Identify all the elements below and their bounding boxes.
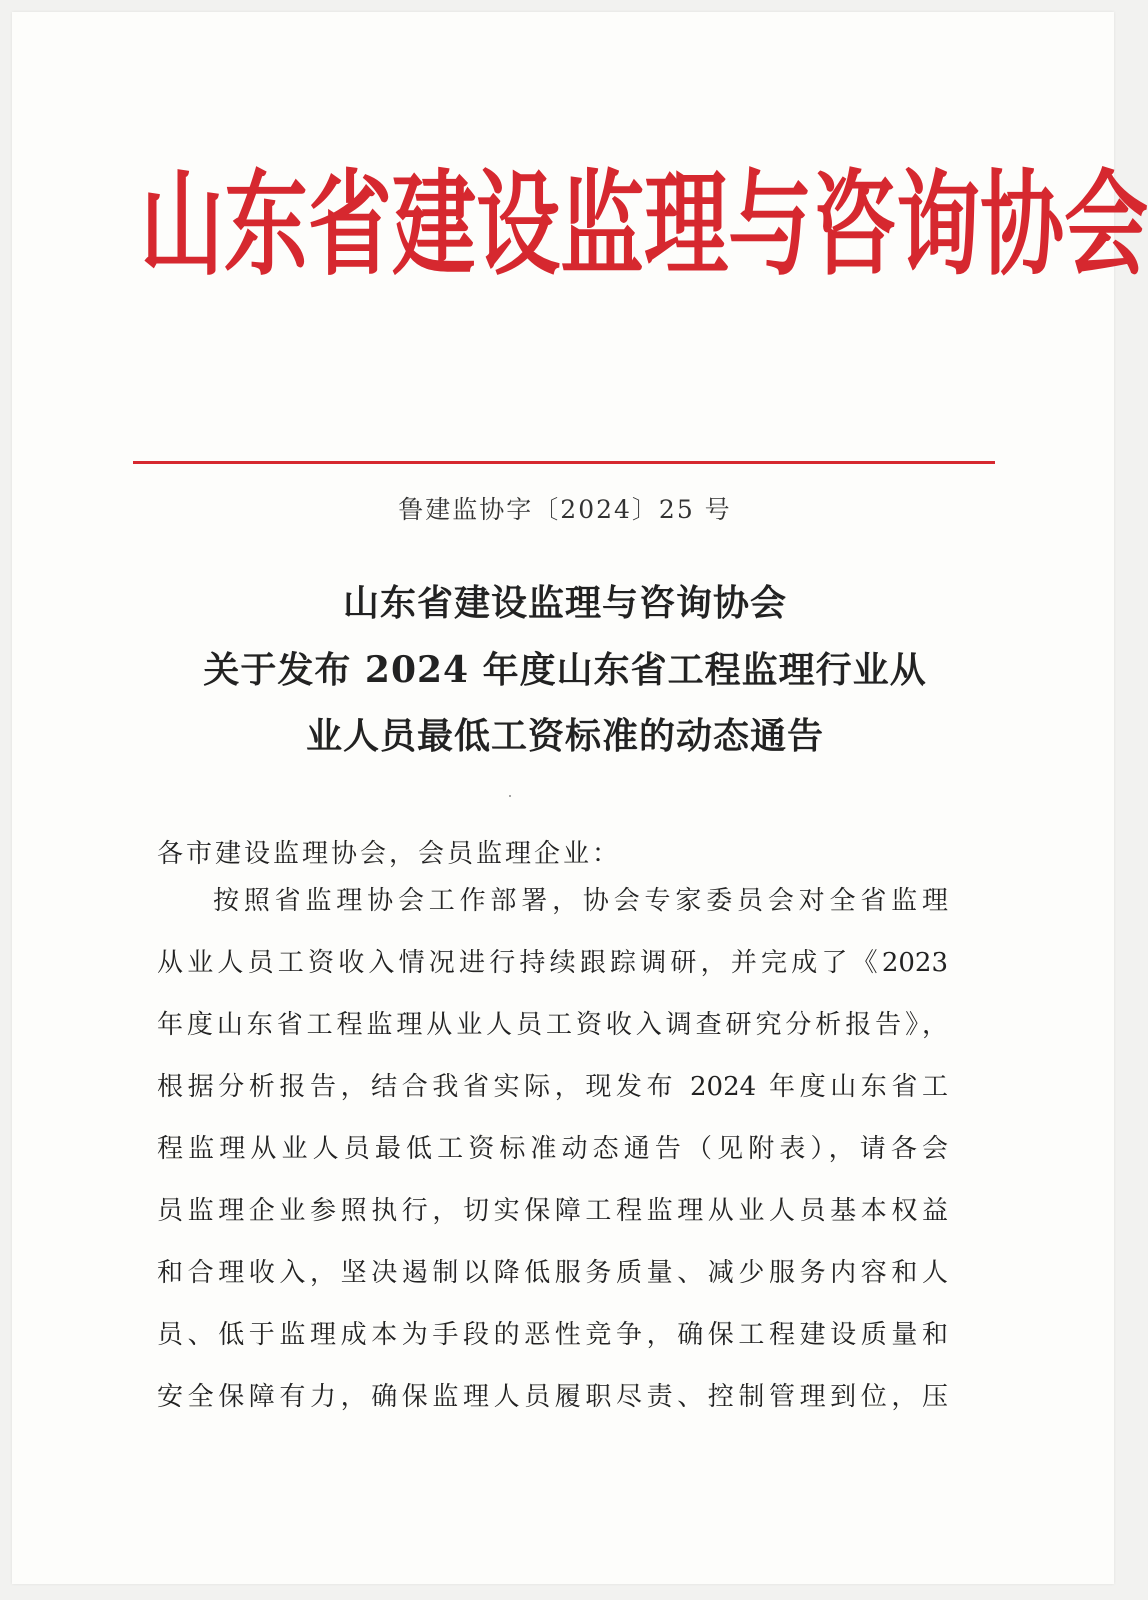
salutation: 各市建设监理协会，会员监理企业： bbox=[157, 839, 622, 869]
masthead-char: 会 bbox=[1064, 158, 1148, 292]
body-line: 按照省监理协会工作部署，协会专家委员会对全省监理 bbox=[213, 886, 948, 916]
body-line: 年度山东省工程监理从业人员工资收入调查研究分析报告》， bbox=[157, 1010, 948, 1040]
org-masthead bbox=[140, 155, 1148, 295]
masthead-char: 设 bbox=[476, 158, 561, 292]
body-line: 根据分析报告，结合我省实际，现发布 2024 年度山东省工 bbox=[157, 1072, 948, 1102]
masthead-char: 与 bbox=[728, 158, 813, 292]
title-line-2: 关于发布 2024 年度山东省工程监理行业从 bbox=[203, 649, 927, 691]
masthead-char: 监 bbox=[560, 158, 645, 292]
body-line: 从业人员工资收入情况进行持续跟踪调研，并完成了《2023 bbox=[157, 948, 948, 978]
title-line-1: 山东省建设监理与咨询协会 bbox=[342, 582, 787, 624]
masthead-char: 建 bbox=[392, 158, 477, 292]
body-line: 员、低于监理成本为手段的恶性竞争，确保工程建设质量和 bbox=[157, 1320, 948, 1350]
body-line: 员监理企业参照执行，切实保障工程监理从业人员基本权益 bbox=[157, 1196, 948, 1226]
body-line: 和合理收入，坚决遏制以降低服务质量、减少服务内容和人 bbox=[157, 1258, 948, 1288]
masthead-char: 省 bbox=[308, 158, 393, 292]
masthead-char: 理 bbox=[644, 158, 729, 292]
body-line: 安全保障有力，确保监理人员履职尽责、控制管理到位，压 bbox=[157, 1382, 948, 1412]
body-line: 程监理从业人员最低工资标准动态通告（见附表），请各会 bbox=[157, 1134, 948, 1164]
masthead-char: 东 bbox=[224, 158, 309, 292]
masthead-char: 询 bbox=[896, 158, 981, 292]
masthead-char: 咨 bbox=[812, 158, 897, 292]
title-line-3: 业人员最低工资标准的动态通告 bbox=[305, 715, 824, 757]
scan-speck bbox=[509, 795, 511, 797]
masthead-char: 山 bbox=[140, 158, 225, 292]
red-divider bbox=[133, 461, 995, 464]
document-number: 鲁建监协字〔2024〕25 号 bbox=[398, 495, 732, 524]
masthead-char: 协 bbox=[980, 158, 1065, 292]
